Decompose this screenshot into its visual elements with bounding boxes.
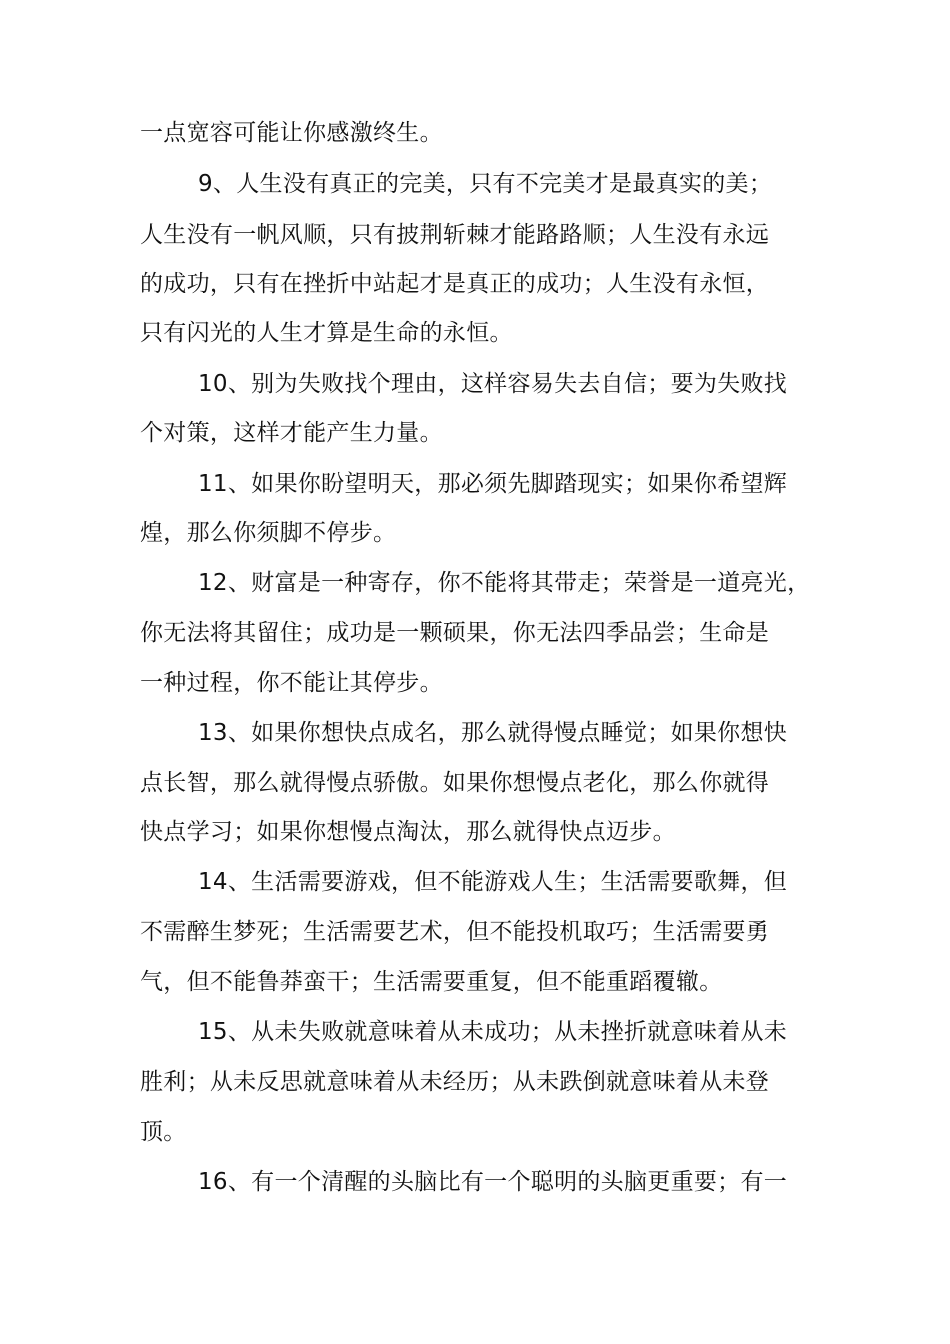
item-14-line-3: 气，但不能鲁莽蛮干；生活需要重复，但不能重蹈覆辙。 [140, 969, 723, 995]
item-11-line-2: 煌，那么你须脚不停步。 [140, 520, 397, 546]
item-13-line-3: 快点学习；如果你想慢点淘汰，那么就得快点迈步。 [140, 819, 676, 845]
item-11-line-1: 11、如果你盼望明天，那必须先脚踏现实；如果你希望辉 [198, 471, 788, 497]
item-15-line-2: 胜利；从未反思就意味着从未经历；从未跌倒就意味着从未登 [140, 1069, 770, 1095]
item-14-line-2: 不需醉生梦死；生活需要艺术，但不能投机取巧；生活需要勇 [140, 919, 770, 945]
item-16-line-1: 16、有一个清醒的头脑比有一个聪明的头脑更重要；有一 [198, 1169, 788, 1195]
item-10-line-1: 10、别为失败找个理由，这样容易失去自信；要为失败找 [198, 371, 788, 397]
item-10-line-2: 个对策，这样才能产生力量。 [140, 420, 443, 446]
text-line-1: 一点宽容可能让你感激终生。 [140, 120, 443, 146]
item-14-line-1: 14、生活需要游戏，但不能游戏人生；生活需要歌舞，但 [198, 869, 788, 895]
item-9-line-1: 9、人生没有真正的完美，只有不完美才是最真实的美； [198, 171, 773, 197]
item-12-line-2: 你无法将其留住；成功是一颗硕果，你无法四季品尝；生命是 [140, 620, 770, 646]
item-12-line-3: 一种过程，你不能让其停步。 [140, 670, 443, 696]
item-12-line-1: 12、财富是一种寄存，你不能将其带走；荣誉是一道亮光， [198, 570, 811, 596]
item-13-line-2: 点长智，那么就得慢点骄傲。如果你想慢点老化，那么你就得 [140, 770, 770, 796]
item-9-line-2: 人生没有一帆风顺，只有披荆斩棘才能路路顺；人生没有永远 [140, 222, 770, 248]
item-15-line-3: 顶。 [140, 1119, 187, 1145]
item-15-line-1: 15、从未失败就意味着从未成功；从未挫折就意味着从未 [198, 1019, 788, 1045]
item-9-line-3: 的成功，只有在挫折中站起才是真正的成功；人生没有永恒， [140, 271, 770, 297]
item-9-line-4: 只有闪光的人生才算是生命的永恒。 [140, 320, 513, 346]
item-13-line-1: 13、如果你想快点成名，那么就得慢点睡觉；如果你想快 [198, 720, 788, 746]
